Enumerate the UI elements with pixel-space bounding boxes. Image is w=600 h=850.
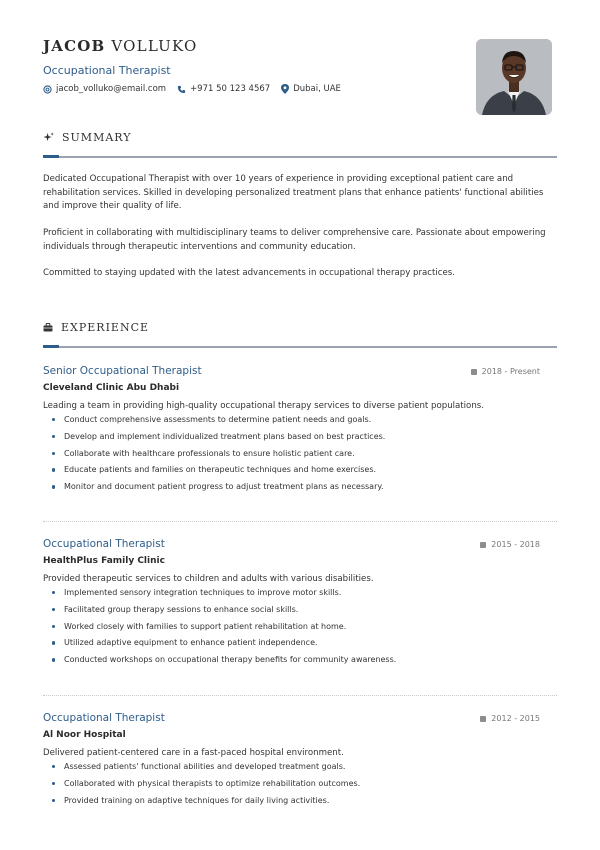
- candidate-name: [43, 37, 198, 55]
- location-text: Dubai, UAE: [293, 84, 341, 94]
- email-text: jacob_volluko@email.com: [56, 84, 167, 94]
- job-title: Occupational Therapist: [43, 538, 165, 550]
- list-item: Provided training on adaptive techniques for daily living activities.: [43, 795, 360, 812]
- summary-heading: [43, 131, 131, 144]
- job-title: Senior Occupational Therapist: [43, 365, 202, 377]
- list-item: Facilitated group therapy sessions to enhance social skills.: [43, 604, 396, 621]
- job-bullets: [43, 761, 360, 811]
- list-item: Implemented sensory integration techniques to improve motor skills.: [43, 587, 396, 604]
- list-item: Educate patients and families on therapeutic techniques and home exercises.: [43, 464, 385, 481]
- experience-heading-text: EXPERIENCE: [61, 321, 150, 334]
- summary-heading-text: SUMMARY: [62, 131, 132, 144]
- summary-paragraph: Dedicated Occupational Therapist with over 10 years of experience in providing exceptional patient care and rehabilitation services. Skilled in developing personalized treatment plans that enhance patients' functional abilities and improve their quality of life.: [43, 174, 544, 211]
- list-item: Develop and implement individualized treatment plans based on best practices.: [43, 431, 385, 448]
- job-title: Occupational Therapist: [43, 712, 165, 724]
- calendar-icon: [480, 542, 486, 548]
- job-divider: [43, 521, 557, 522]
- summary-rule-accent: [43, 155, 59, 158]
- company-name: Cleveland Clinic Abu Dhabi: [43, 383, 180, 393]
- list-item: Assessed patients' functional abilities and developed treatment goals.: [43, 761, 360, 778]
- experience-rule: [43, 346, 557, 348]
- list-item: Conduct comprehensive assessments to determine patient needs and goals.: [43, 414, 385, 431]
- phone-icon: [177, 85, 186, 94]
- company-name: Al Noor Hospital: [43, 730, 126, 740]
- phone-text: +971 50 123 4567: [190, 84, 271, 94]
- list-item: Worked closely with families to support patient rehabilitation at home.: [43, 621, 396, 638]
- job-bullets: [43, 587, 396, 671]
- job-dates: [480, 714, 540, 723]
- job-description: Delivered patient-centered care in a fast-paced hospital environment.: [43, 748, 344, 758]
- list-item: Collaborate with healthcare professionals to ensure holistic patient care.: [43, 448, 385, 465]
- sparkle-icon: [43, 132, 54, 143]
- briefcase-icon: [43, 323, 53, 332]
- experience-heading: [43, 321, 149, 334]
- contact-row: [43, 84, 352, 94]
- summary-paragraph: Proficient in collaborating with multidisciplinary teams to deliver comprehensive care. Passionate about empowering individuals through therapeutic interventions and community education.: [43, 228, 546, 252]
- location-pin-icon: [281, 84, 289, 94]
- summary-paragraph: Committed to staying updated with the latest advancements in occupational therapy practices.: [43, 268, 455, 278]
- first-name: JACOB: [43, 37, 106, 55]
- job-dates: [480, 540, 540, 549]
- job-dates: [471, 367, 540, 376]
- job-bullets: [43, 414, 385, 498]
- job-description: Leading a team in providing high-quality occupational therapy services to diverse patient populations.: [43, 401, 484, 411]
- experience-rule-accent: [43, 345, 59, 348]
- job-dates-text: 2018 - Present: [481, 367, 540, 376]
- list-item: Collaborated with physical therapists to optimize rehabilitation outcomes.: [43, 778, 360, 795]
- calendar-icon: [471, 369, 477, 375]
- list-item: Utilized adaptive equipment to enhance patient independence.: [43, 637, 396, 654]
- last-name: VOLLUKO: [111, 37, 198, 55]
- location-contact: [281, 84, 341, 94]
- list-item: Conducted workshops on occupational therapy benefits for community awareness.: [43, 654, 396, 671]
- job-title-header: Occupational Therapist: [43, 64, 171, 77]
- profile-photo: [476, 39, 552, 115]
- job-dates-text: 2015 - 2018: [491, 540, 540, 549]
- calendar-icon: [480, 716, 486, 722]
- company-name: HealthPlus Family Clinic: [43, 556, 165, 566]
- job-dates-text: 2012 - 2015: [491, 714, 540, 723]
- job-divider: [43, 695, 557, 696]
- phone-contact[interactable]: [177, 84, 270, 94]
- email-contact[interactable]: [43, 84, 166, 94]
- at-icon: [43, 85, 52, 94]
- job-description: Provided therapeutic services to children and adults with various disabilities.: [43, 574, 374, 584]
- list-item: Monitor and document patient progress to adjust treatment plans as necessary.: [43, 481, 385, 498]
- summary-rule: [43, 156, 557, 158]
